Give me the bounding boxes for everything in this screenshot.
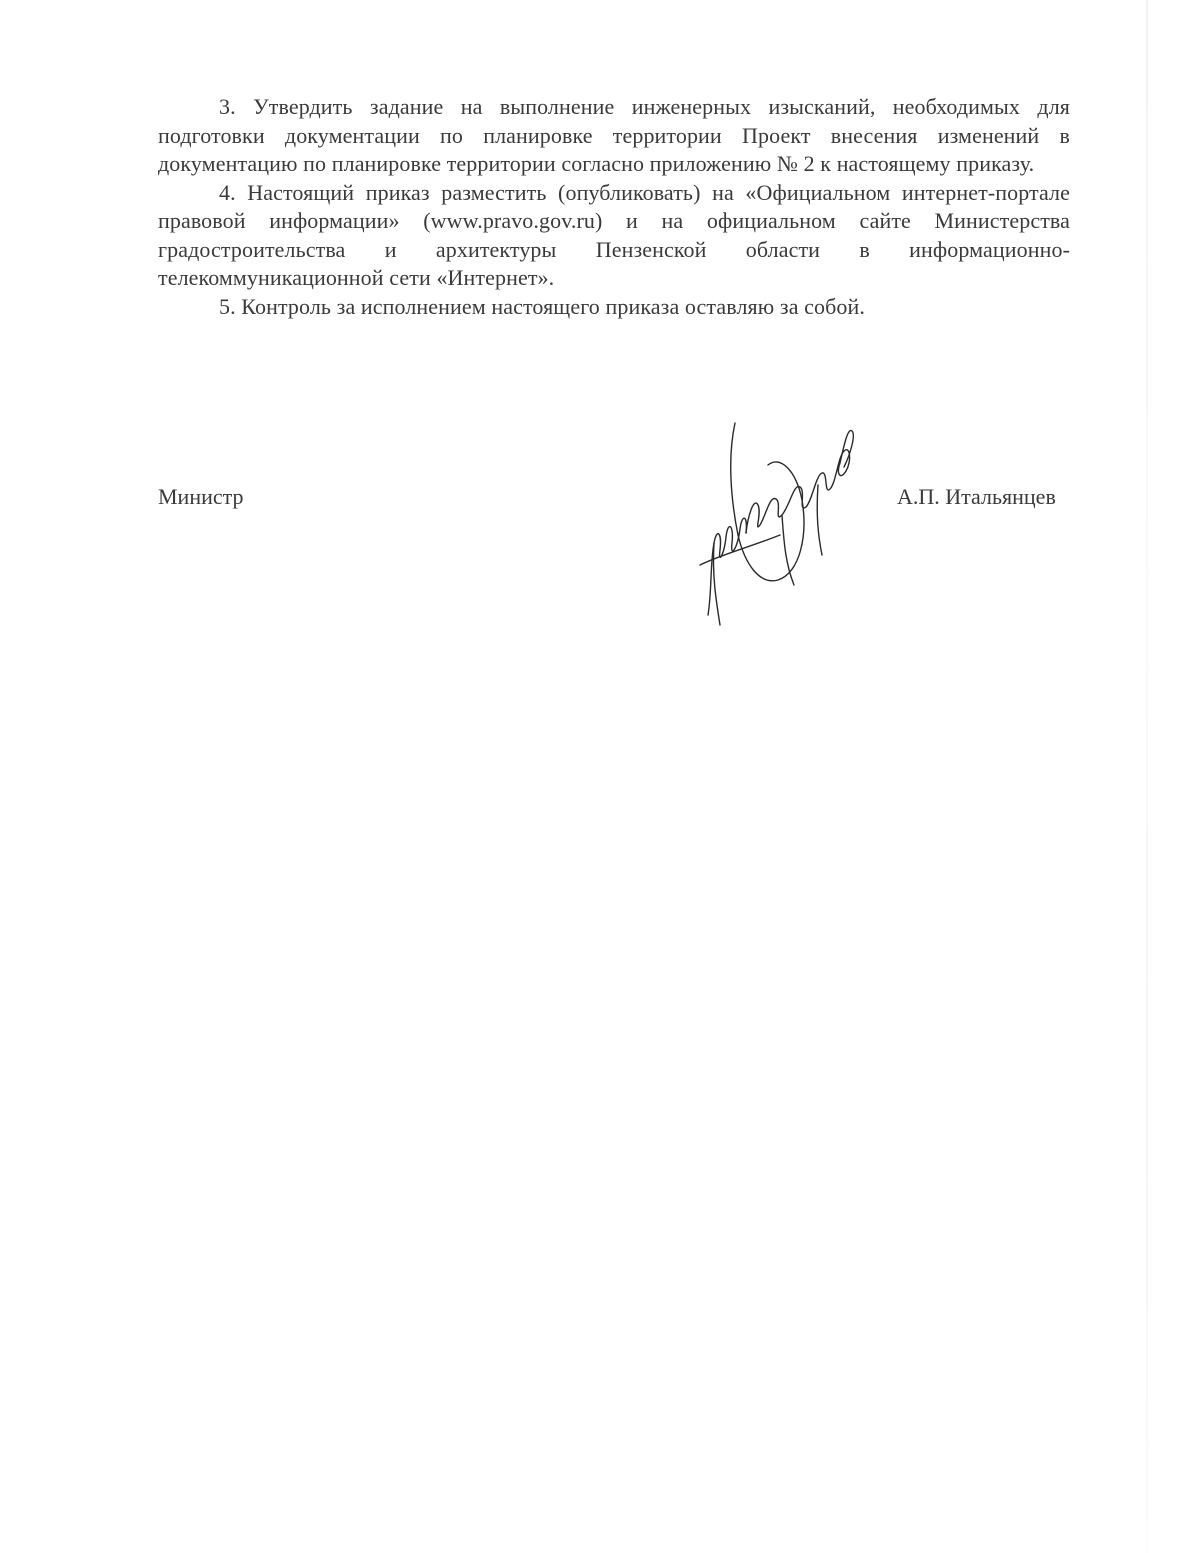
signatory-name: А.П. Итальянцев: [897, 484, 1056, 509]
paragraph-5: 5. Контроль за исполнением настоящего приказа оставляю за собой.: [219, 293, 865, 319]
signatory-role: Министр: [158, 484, 244, 509]
handwritten-signature: [690, 415, 870, 630]
paragraph-4: 4. Настоящий приказ разместить (опубликовать) на «Официальном интернет-портале правовой информации» (www.pravo.gov.ru) и на официальном сайте Министерства градостроительства и архитектуры Пензенской области в информационно-телекоммуникационной сети «Интернет».: [158, 179, 1070, 290]
scan-edge-line: [1146, 0, 1148, 1553]
document-body: [158, 93, 1070, 321]
paragraph-3: 3. Утвердить задание на выполнение инженерных изысканий, необходимых для подготовки документации по планировке территории Проект внесения изменений в документацию по планировке территории согласно приложению № 2 к настоящему приказу.: [158, 94, 1070, 176]
